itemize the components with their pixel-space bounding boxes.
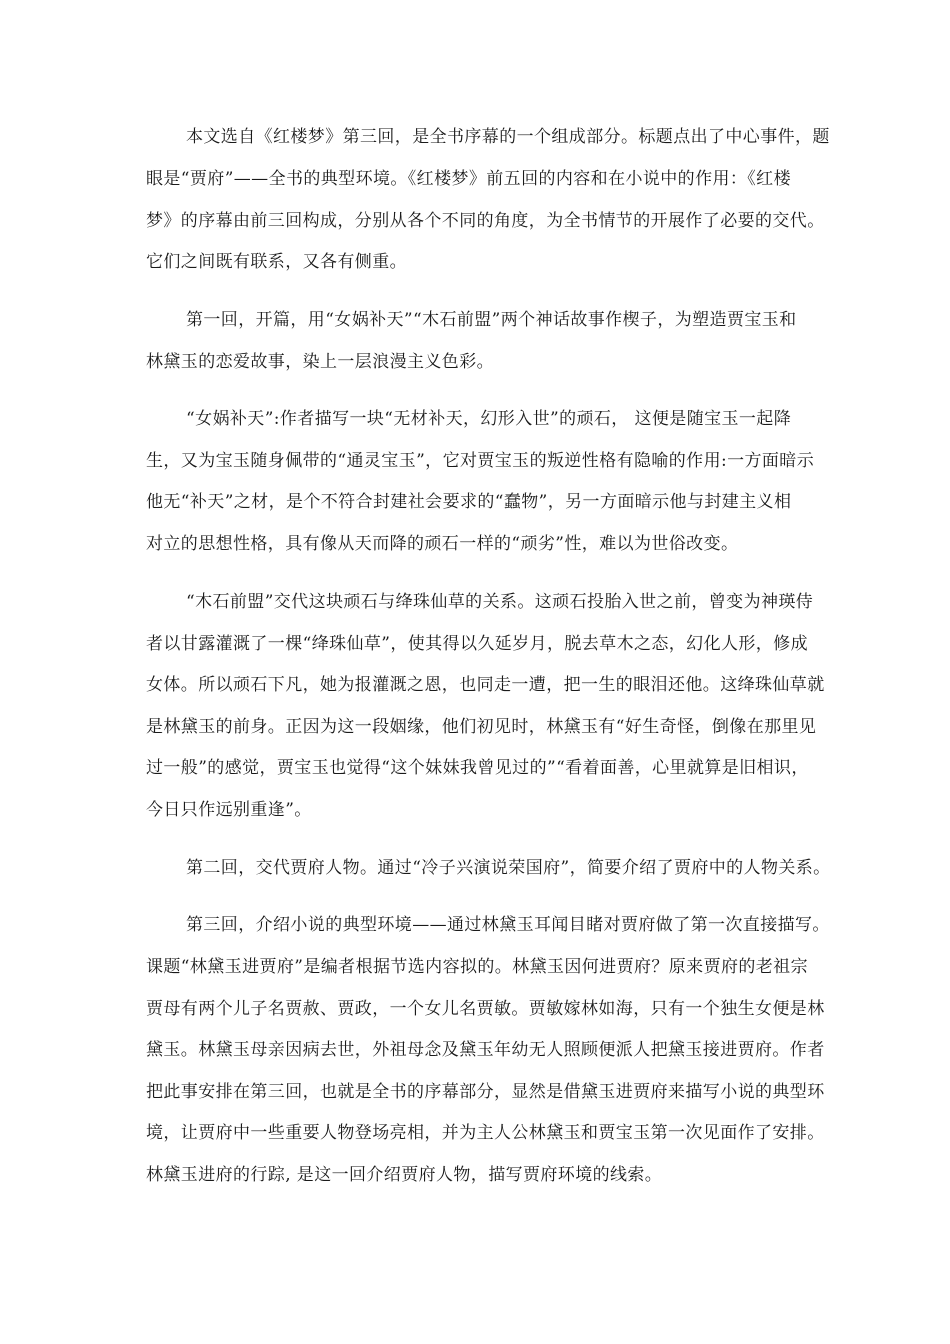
paragraph-4-line-3: 女体。所以顽石下凡，她为报灌溉之恩，也同走一遭，把一生的眼泪还他。这绛珠仙草就	[146, 675, 825, 695]
paragraph-4-line-4: 是林黛玉的前身。正因为这一段姻缘，他们初见时，林黛玉有“好生奇怪，倒像在那里见	[146, 717, 817, 737]
paragraph-3-line-2: 生，又为宝玉随身佩带的“通灵宝玉”，它对贾宝玉的叛逆性格有隐喻的作用:一方面暗示	[146, 451, 815, 471]
paragraph-1-line-2: 眼是“贾府”——全书的典型环境。《红楼梦》前五回的内容和在小说中的作用：《红楼	[146, 169, 791, 189]
paragraph-2-line-1: 第一回，开篇，用“女娲补天”“木石前盟”两个神话故事作楔子，为塑造贾宝玉和	[186, 310, 797, 330]
paragraph-1-line-1: 本文选自《红楼梦》第三回，是全书序幕的一个组成部分。标题点出了中心事件，题	[186, 127, 830, 147]
paragraph-5-line-1: 第二回，交代贾府人物。通过“冷子兴演说荣国府”，简要介绍了贾府中的人物关系。	[186, 858, 831, 878]
paragraph-1-line-4: 它们之间既有联系，又各有侧重。	[146, 252, 407, 272]
paragraph-2-line-2: 林黛玉的恋爱故事，染上一层浪漫主义色彩。	[146, 352, 494, 372]
paragraph-6-line-2: 课题“林黛玉进贾府”是编者根据节选内容拟的。林黛玉因何进贾府？原来贾府的老祖宗	[146, 957, 808, 977]
paragraph-6-line-5: 把此事安排在第三回，也就是全书的序幕部分，显然是借黛玉进贾府来描写小说的典型环	[146, 1082, 825, 1102]
paragraph-4-line-6: 今日只作远别重逢”。	[146, 800, 312, 820]
paragraph-6-line-6: 境，让贾府中一些重要人物登场亮相，并为主人公林黛玉和贾宝玉第一次见面作了安排。	[146, 1123, 825, 1143]
paragraph-4-line-1: “木石前盟”交代这块顽石与绛珠仙草的关系。这顽石投胎入世之前，曾变为神瑛侍	[186, 592, 814, 612]
paragraph-1-line-3: 梦》的序幕由前三回构成，分别从各个不同的角度，为全书情节的开展作了必要的交代。	[146, 211, 825, 231]
paragraph-6-line-7: 林黛玉进府的行踪, 是这一回介绍贾府人物，描写贾府环境的线索。	[146, 1165, 663, 1185]
paragraph-6-line-1: 第三回，介绍小说的典型环境——通过林黛玉耳闻目睹对贾府做了第一次直接描写。	[186, 915, 830, 935]
paragraph-4-line-5: 过一般”的感觉，贾宝玉也觉得“这个妹妹我曾见过的”“看着面善，心里就算是旧相识，	[146, 758, 809, 778]
paragraph-3-line-3: 他无“补天”之材，是个不符合封建社会要求的“蠢物”，另一方面暗示他与封建主义相	[146, 492, 792, 512]
paragraph-4-line-2: 者以甘露灌溉了一棵“绛珠仙草”，使其得以久延岁月，脱去草木之态，幻化人形，修成	[146, 634, 808, 654]
paragraph-3-line-4: 对立的思想性格，具有像从天而降的顽石一样的“顽劣”性，难以为世俗改变。	[146, 534, 739, 554]
paragraph-3-line-1: “女娲补天”:作者描写一块“无材补天，幻形入世”的顽石， 这便是随宝玉一起降	[186, 409, 792, 429]
paragraph-6-line-3: 贾母有两个儿子名贾赦、贾政，一个女儿名贾敏。贾敏嫁林如海，只有一个独生女便是林	[146, 999, 825, 1019]
paragraph-6-line-4: 黛玉。林黛玉母亲因病去世，外祖母念及黛玉年幼无人照顾便派人把黛玉接进贾府。作者	[146, 1040, 825, 1060]
